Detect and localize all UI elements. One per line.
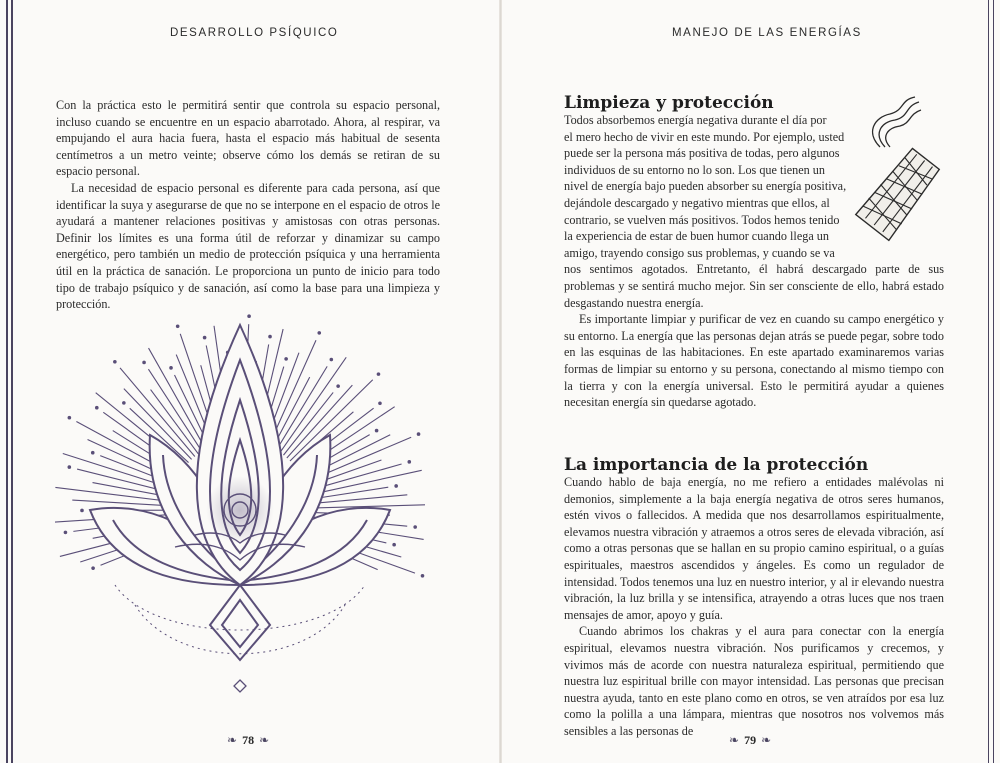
paragraph: Con la práctica esto le permitirá sentir que controla su espacio personal, incluso cuando se encuentre en un espacio abarrotado. Ahora, al respirar, va empujando el aura hacia fuera, hasta el espacio más habitual de sesenta centímetros a un metro veinte; observe cómo los demás se retiran de su espacio personal. — [56, 98, 440, 179]
text-line: dejándole descargado y negativo mientras que ellos, al — [564, 195, 830, 210]
ornament-icon: ❧ — [729, 733, 740, 747]
page-number: 79 — [744, 733, 757, 747]
running-head-right: MANEJO DE LAS ENERGÍAS — [672, 27, 862, 39]
page-number: 78 — [242, 733, 255, 747]
section-heading: La importancia de la protección — [564, 455, 869, 475]
text-line: la experiencia de estar de buen humor cuando llega un — [564, 229, 829, 244]
wrapped-lines — [564, 112, 849, 261]
ornament-icon: ❧ — [227, 733, 238, 747]
text-line: individuos de su entorno no lo son. Los que tienen un — [564, 162, 825, 177]
ornament-icon: ❧ — [259, 733, 270, 747]
page-edge-line — [6, 0, 8, 763]
paragraph: La necesidad de espacio personal es diferente para cada persona, así que identificar la suya y asegurarse de que no se interpone en el espacio de otros le ayudará a mantener relaciones positivas y amistosas con otras personas. Definir los límites es una forma útil de reforzar y dinamizar su campo energético, pero también un medio de protección psíquica y una herramienta útil en la práctica de sanación. Le proporciona un punto de inicio para todo tipo de trabajo psíquico y de sanación, así como la base para una limpieza y protección. — [56, 180, 440, 312]
left-page-text — [56, 97, 440, 313]
text-line: contrario, se vuelven más positivos. Todos hemos tenido — [564, 212, 840, 227]
running-head-left: DESARROLLO PSÍQUICO — [170, 27, 339, 39]
text-line: puede ser la persona más positiva de todas, pero algunos — [564, 146, 840, 161]
page-edge-line — [11, 0, 13, 763]
lotus-mandala-icon — [55, 285, 425, 705]
section-importancia-text — [564, 474, 944, 740]
page-number-left — [222, 733, 274, 748]
paragraph: Cuando abrimos los chakras y el aura para conectar con la energía espiritual, elevamos nuestra vibración. Nos purificamos y crecemos, y vivimos más de acorde con nuestra naturaleza espiritual, permitiendo que nuestra luz espiritual brille con mayor intensidad. Las personas que precisan nuestra ayuda, tanto en este plano como en otros, se ven atraídos por esa luz como la polilla a una lámpara, mientras que nosotros nos volvemos más sensibles a las personas de — [564, 624, 944, 738]
sage-smudge-stick-icon — [845, 92, 945, 242]
page-number-right — [724, 733, 776, 748]
page-edge-line — [988, 0, 990, 763]
book-gutter — [499, 0, 502, 763]
paragraph: nos sentimos agotados. Entretanto, él habrá descargado parte de sus problemas y se sentirá mucho mejor. Sin ser consciente de ello, habrá estado desgastando nuestra energía. — [564, 262, 944, 310]
text-line: nivel de energía bajo pueden absorber su energía positiva, — [564, 179, 847, 194]
page-edge-line — [993, 0, 995, 763]
section-heading: Limpieza y protección — [564, 93, 774, 113]
text-line: Todos absorbemos energía negativa durante el día por — [564, 113, 827, 127]
text-line: amigo, trayendo consigo sus problemas, y cuando se va — [564, 245, 835, 260]
paragraph: Es importante limpiar y purificar de vez en cuando su campo energético y su entorno. La energía que las personas dejan atrás se puede pegar, sobre todo en las esquinas de las habitaciones. En este apartado examinaremos varias formas de limpiar su entorno y su persona, conectando al mismo tiempo con la tierra y con la energía universal. Esto le permitirá ayudar a quienes necesitan energía sin quedarse agotado. — [564, 312, 944, 410]
paragraph: Cuando hablo de baja energía, no me refiero a entidades malévolas ni demonios, simplemente a la baja energía negativa de otros seres humanos, estén vivos o fallecidos. A medida que nos desarrollamos espiritualmente, elevamos nuestra vibración y atraemos a otros seres de elevada vibración, así como a otras personas que se hallan en su propio camino espiritual, o a guías espirituales, maestros ascendidos y ángeles. Es como un regulador de intensidad. Todos tenemos una luz en nuestro interior, y al ir elevando nuestra vibración, la luz brilla y se intensifica, atrayendo a otras luces que nos traen mensajes de amor, apoyo y guía. — [564, 475, 944, 622]
text-line: el mero hecho de vivir en este mundo. Por ejemplo, usted — [564, 129, 845, 144]
ornament-icon: ❧ — [761, 733, 772, 747]
